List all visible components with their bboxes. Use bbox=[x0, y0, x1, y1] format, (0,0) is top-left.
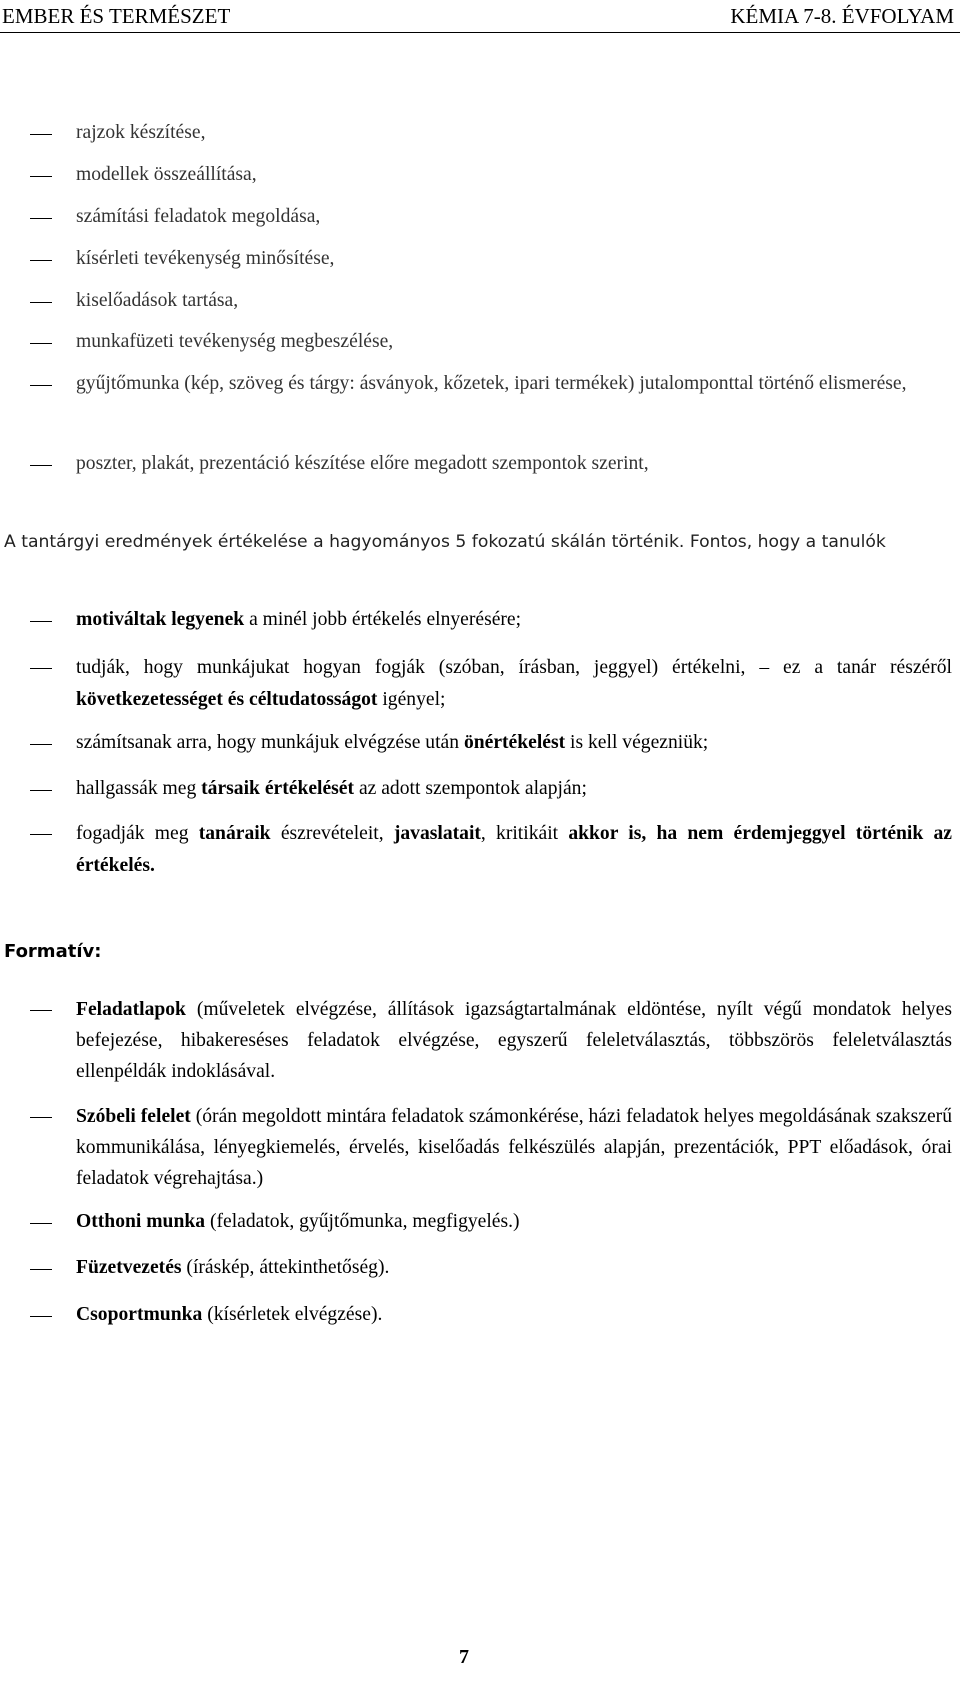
list-item-text: számítási feladatok megoldása, bbox=[76, 206, 321, 227]
bold-phrase: Szóbeli felelet bbox=[76, 1106, 191, 1127]
text-run: igényel; bbox=[377, 689, 446, 710]
list-item-text bbox=[76, 1101, 952, 1194]
bold-phrase: Feladatlapok bbox=[76, 999, 186, 1020]
dash-bullet-icon bbox=[30, 343, 52, 344]
text-run: (kísérletek elvégzése). bbox=[202, 1304, 383, 1325]
bold-phrase: Füzetvezetés bbox=[76, 1257, 182, 1278]
list-item-text bbox=[76, 1253, 952, 1283]
dash-bullet-icon bbox=[30, 260, 52, 261]
page-number: 7 bbox=[459, 1646, 469, 1668]
list-item-text: modellek összeállítása, bbox=[76, 164, 257, 185]
list-item-text: kísérleti tevékenység minősítése, bbox=[76, 248, 335, 269]
dash-bullet-icon bbox=[30, 621, 52, 622]
dash-bullet-icon bbox=[30, 790, 52, 791]
text-run: hallgassák meg bbox=[76, 778, 202, 799]
dash-bullet-icon bbox=[30, 302, 52, 303]
text-run: (feladatok, gyűjtőmunka, megfigyelés.) bbox=[205, 1211, 520, 1232]
text-run: a minél jobb értékelés elnyerésére; bbox=[244, 609, 522, 630]
bold-phrase: javaslatait bbox=[393, 823, 481, 844]
dash-bullet-icon bbox=[30, 1269, 52, 1270]
list-item-text bbox=[76, 774, 952, 804]
text-run: számítsanak arra, hogy munkájuk elvégzése után bbox=[76, 732, 464, 753]
text-run: fogadják meg bbox=[76, 823, 199, 844]
text-run: is kell végezniük; bbox=[565, 732, 709, 753]
dash-bullet-icon bbox=[30, 1223, 52, 1224]
list-item-text bbox=[76, 1207, 952, 1237]
text-run: az adott szempontok alapján; bbox=[354, 778, 587, 799]
bold-phrase: következetességet és céltudatosságot bbox=[76, 689, 378, 710]
dash-bullet-icon bbox=[30, 668, 52, 669]
header-subject-grade: KÉMIA 7-8. ÉVFOLYAM bbox=[730, 4, 954, 28]
text-run: (órán megoldott mintára feladatok számonkérése, házi feladatok helyes megoldásának szakszerű kommunikálása, lényegkiemelés, érvelés, kiselőadás felkészülés alapján, prezentációk, PPT előadások, órai feladatok végrehajtása.) bbox=[76, 1106, 952, 1189]
bold-phrase: akkor is, ha nem érdemjeggyel történik az értékelés. bbox=[76, 823, 952, 876]
dash-bullet-icon bbox=[30, 465, 52, 466]
dash-bullet-icon bbox=[30, 218, 52, 219]
text-run: tudják, hogy munkájukat hogyan fogják (szóban, írásban, jeggyel) értékelni, – ez a tanár részéről bbox=[76, 657, 952, 678]
list-item-text: kiselőadások tartása, bbox=[76, 290, 239, 311]
bold-phrase: Csoportmunka bbox=[76, 1304, 203, 1325]
list-item-text: gyűjtőmunka (kép, szöveg és tárgy: ásványok, kőzetek, ipari termékek) jutalomponttal történő elismerése, bbox=[76, 373, 907, 394]
bold-phrase: tanáraik bbox=[198, 823, 271, 844]
text-run: (íráskép, áttekinthetőség). bbox=[181, 1257, 390, 1278]
dash-bullet-icon bbox=[30, 176, 52, 177]
dash-bullet-icon bbox=[30, 744, 52, 745]
page-header bbox=[0, 0, 960, 33]
bold-phrase: Otthoni munka bbox=[76, 1211, 206, 1232]
bold-phrase: társaik értékelését bbox=[201, 778, 355, 799]
header-subject-area: EMBER ÉS TERMÉSZET bbox=[2, 4, 231, 28]
list-item-text bbox=[76, 652, 952, 716]
list-item-text: rajzok készítése, bbox=[76, 122, 206, 143]
dash-bullet-icon bbox=[30, 1316, 52, 1317]
list-item-text bbox=[76, 994, 952, 1087]
list-item-text bbox=[76, 728, 952, 758]
dash-bullet-icon bbox=[30, 1010, 52, 1011]
list-item-text: munkafüzeti tevékenység megbeszélése, bbox=[76, 331, 394, 352]
list-item-text bbox=[76, 818, 952, 882]
text-run: (műveletek elvégzése, állítások igazságtartalmának eldöntése, nyílt végű mondatok helyes befejezése, hibakereséses feladatok elvégzése, egyszerű feleletválasztás, többszörös feleletválasztás ellenpéldák indoklásával. bbox=[76, 999, 952, 1082]
bold-phrase: motiváltak legyenek bbox=[76, 609, 245, 630]
list-item-text bbox=[76, 1300, 952, 1330]
list-item-text bbox=[76, 605, 952, 635]
dash-bullet-icon bbox=[30, 134, 52, 135]
bold-phrase: önértékelést bbox=[463, 732, 566, 753]
evaluation-intro-paragraph: A tantárgyi eredmények értékelése a hagyományos 5 fokozatú skálán történik. Fontos, hogy a tanulók bbox=[4, 532, 886, 552]
dash-bullet-icon bbox=[30, 385, 52, 386]
formative-heading: Formatív: bbox=[4, 941, 102, 962]
dash-bullet-icon bbox=[30, 834, 52, 835]
text-run: , kritikáit bbox=[480, 823, 569, 844]
dash-bullet-icon bbox=[30, 1117, 52, 1118]
list-item-text: poszter, plakát, prezentáció készítése előre megadott szempontok szerint, bbox=[76, 453, 649, 474]
text-run: észrevételeit, bbox=[270, 823, 394, 844]
